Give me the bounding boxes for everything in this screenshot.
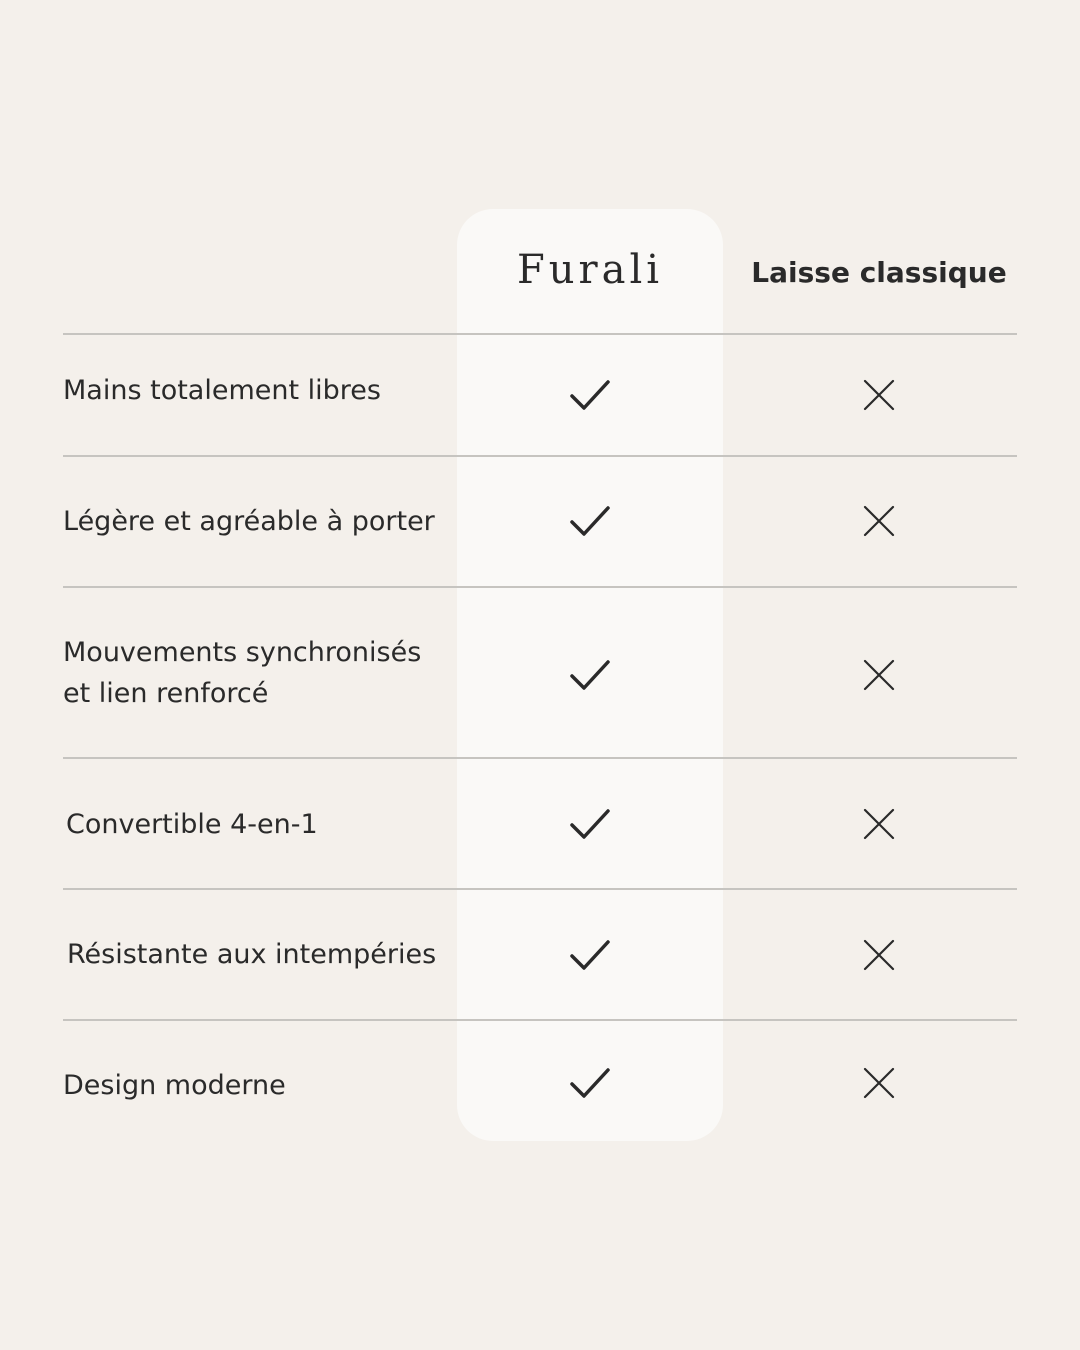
check-icon: [568, 802, 612, 846]
row-label-modern-design: Design moderne: [63, 1070, 286, 1101]
cross-icon: [857, 933, 901, 977]
cross-icon: [857, 802, 901, 846]
brand-column-header: Furali: [516, 247, 664, 293]
row-divider: [63, 586, 1017, 588]
check-icon: [568, 373, 612, 417]
check-icon: [568, 933, 612, 977]
row-label-lightweight: Légère et agréable à porter: [63, 506, 435, 537]
check-icon: [568, 1061, 612, 1105]
check-icon: [568, 653, 612, 697]
row-divider: [63, 888, 1017, 890]
row-divider: [63, 455, 1017, 457]
cross-icon: [857, 1061, 901, 1105]
cross-icon: [857, 373, 901, 417]
cross-icon: [857, 653, 901, 697]
row-divider: [63, 1019, 1017, 1021]
cross-icon: [857, 499, 901, 543]
row-label-weather-resistant: Résistante aux intempéries: [67, 939, 437, 970]
competitor-column-header: Laisse classique: [751, 256, 1007, 289]
row-label-convertible: Convertible 4-en-1: [66, 809, 318, 840]
row-label-hands-free: Mains totalement libres: [63, 375, 381, 406]
check-icon: [568, 499, 612, 543]
row-divider: [63, 757, 1017, 759]
header-divider: [63, 333, 1017, 335]
row-label-synchronized-movements: Mouvements synchronisés et lien renforcé: [63, 637, 422, 709]
